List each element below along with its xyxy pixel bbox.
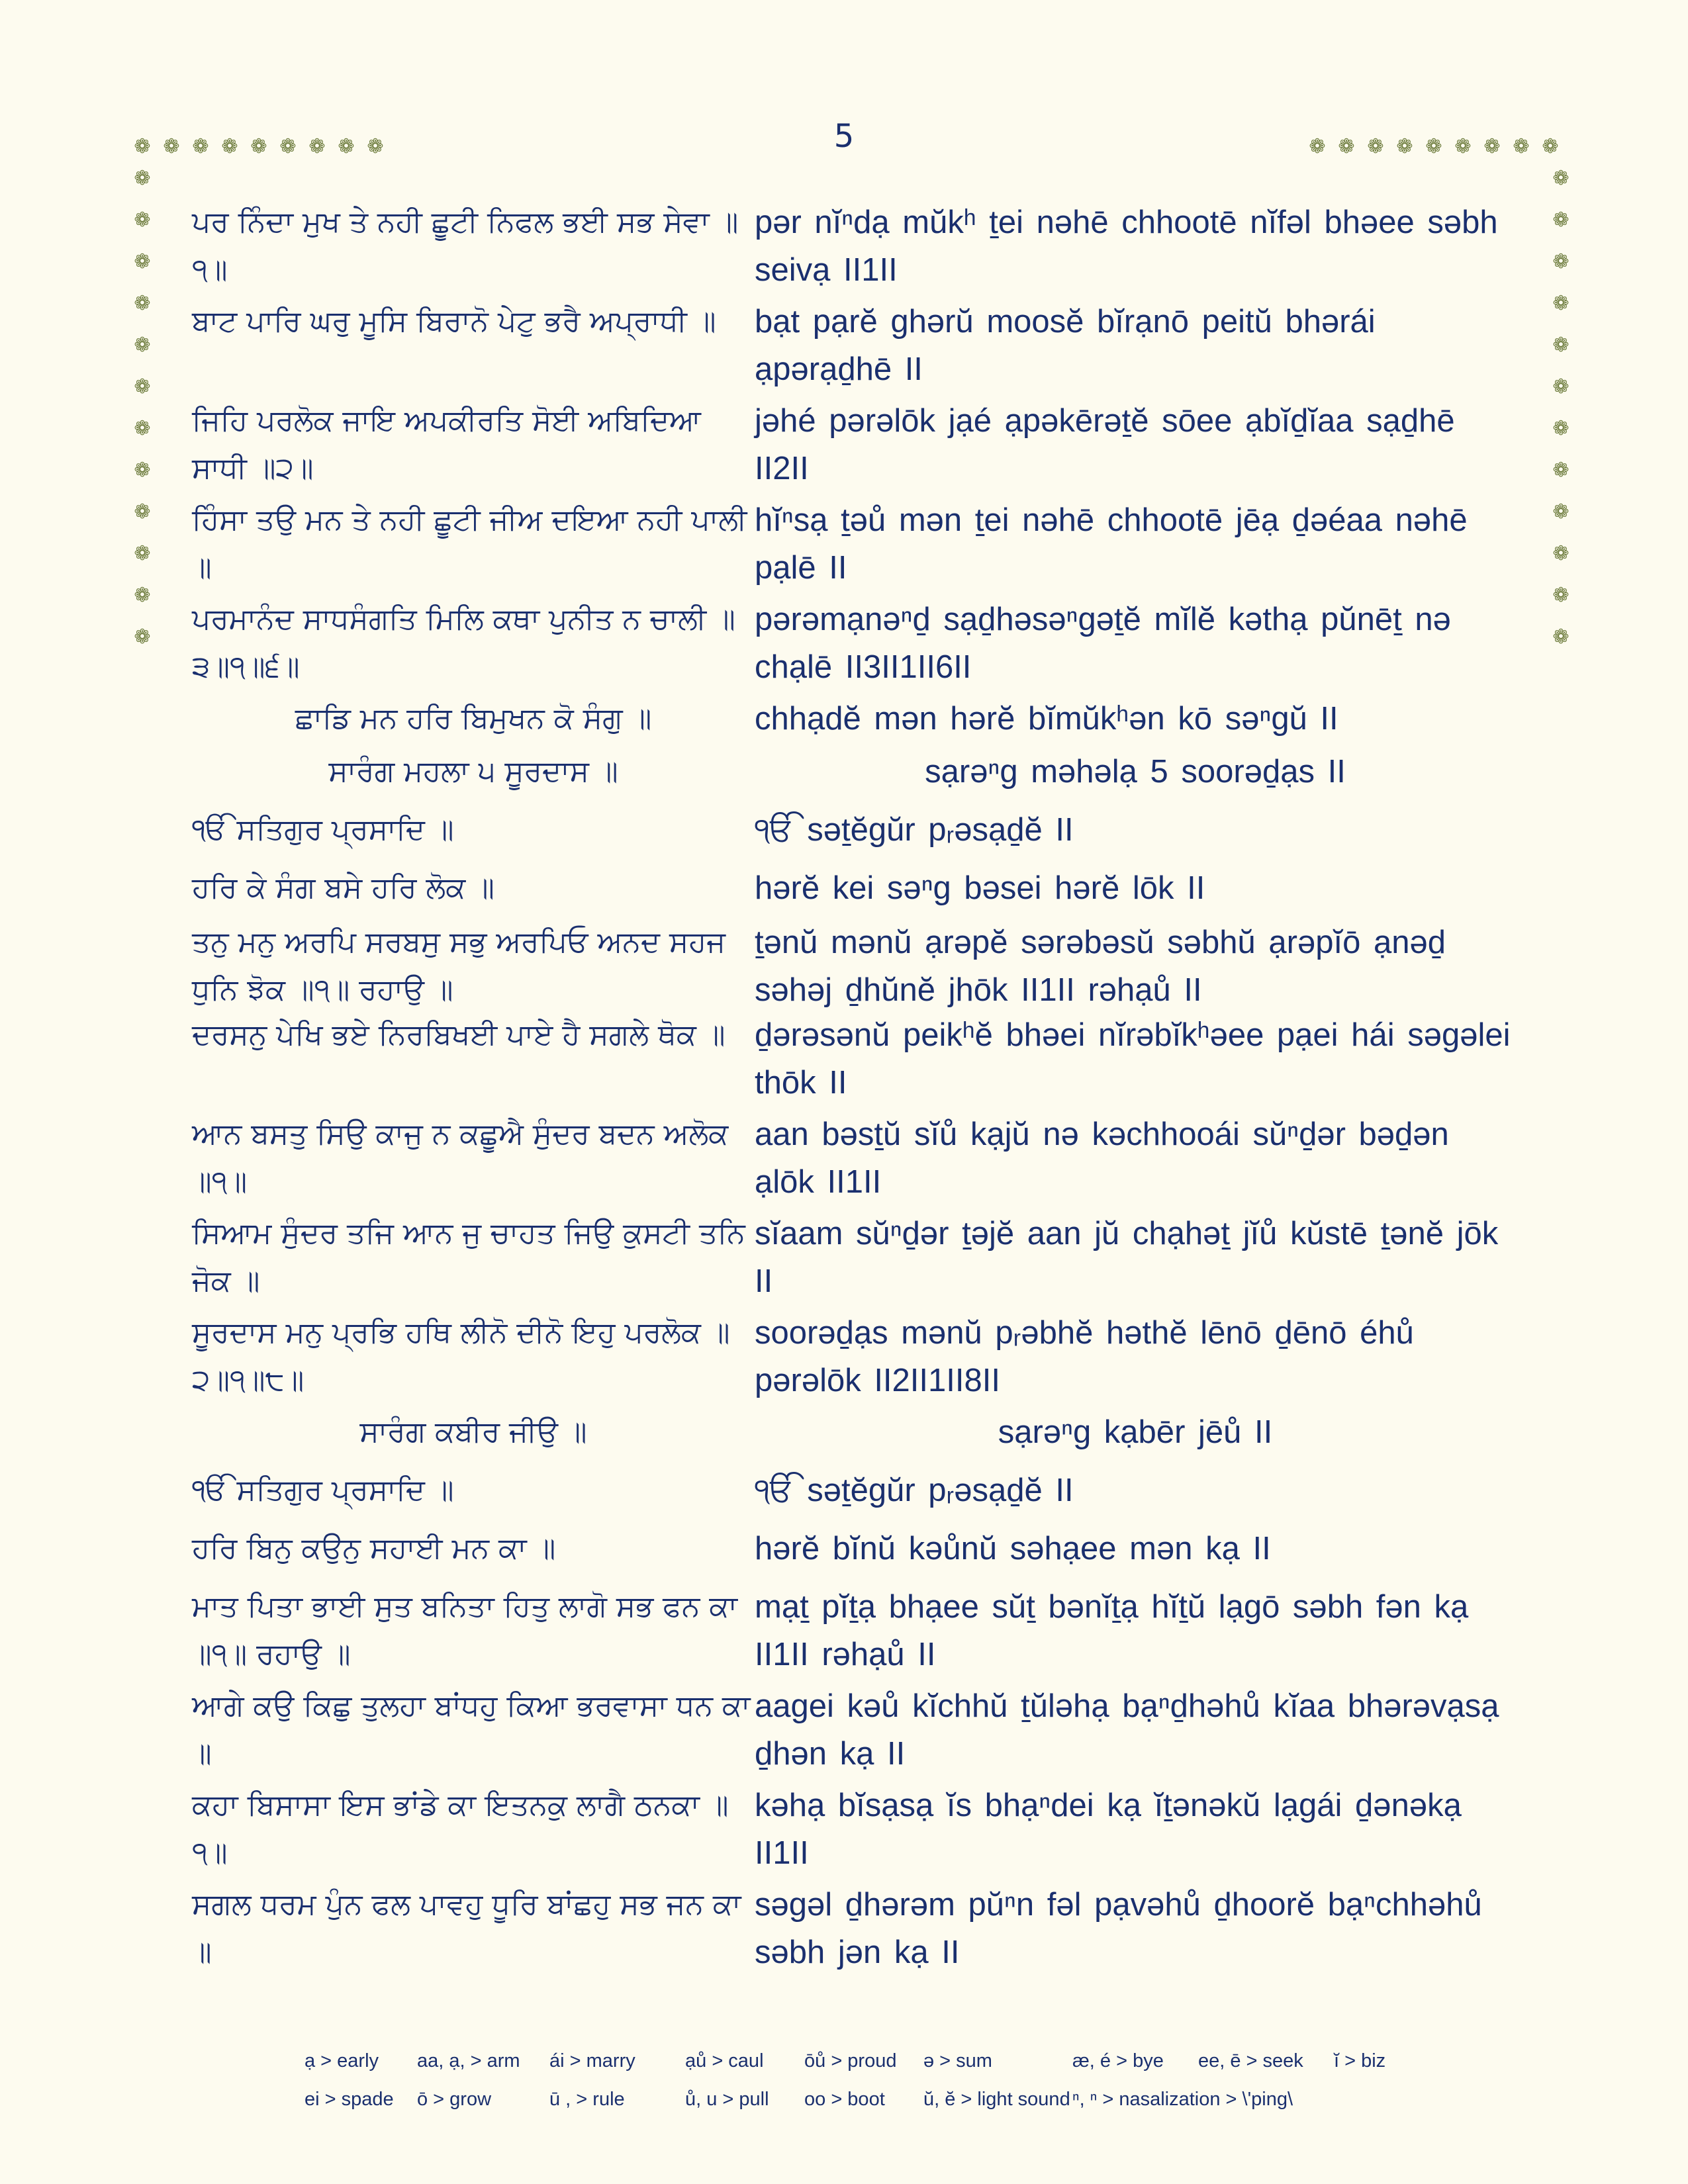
legend-item: ū , > rule [549, 2088, 625, 2110]
transliteration-line: hərĕ kei səⁿg bəsei hərĕ lōk II [755, 870, 1205, 906]
legend-item: ů, u > pull [685, 2088, 769, 2110]
flower-ornament-icon: ❁ [134, 625, 151, 649]
flower-ornament-icon: ❁ [134, 135, 151, 158]
legend-item: æ, é > bye [1072, 2050, 1164, 2071]
flower-ornament-icon: ❁ [1396, 135, 1413, 158]
flower-ornament-icon: ❁ [134, 542, 151, 565]
flower-ornament-icon: ❁ [1552, 625, 1570, 649]
verse-row [192, 397, 1516, 496]
flower-ornament-icon: ❁ [1552, 250, 1570, 273]
verse-row [192, 864, 1516, 919]
flower-ornament-icon: ❁ [1542, 135, 1559, 158]
gurmukhi-line: ਹਿੰਸਾ ਤਉ ਮਨ ਤੇ ਨਹੀ ਛੂਟੀ ਜੀਅ ਦਇਆ ਨਹੀ ਪਾਲੀ ॥ [192, 503, 747, 584]
flower-ornament-icon: ❁ [279, 135, 297, 158]
legend-item: ōů > proud [804, 2050, 897, 2071]
legend-item: ŭ, ĕ > light sound [923, 2088, 1070, 2110]
transliteration-line: kəhạ bĭsạsạ ĭs bhạⁿdei kạ ĭṯənəkŭ lạgái ḏənəkạ II1II [755, 1788, 1462, 1871]
gurmukhi-line: ਬਾਟ ਪਾਰਿ ਘਰੁ ਮੂਸਿ ਬਿਰਾਨੋ ਪੇਟੁ ਭਰੈ ਅਪ੍ਰਾਧੀ ॥ [192, 304, 716, 338]
flower-ornament-icon: ❁ [134, 208, 151, 232]
gurmukhi-line: ਸਿਆਮ ਸੁੰਦਰ ਤਜਿ ਆਨ ਜੁ ਚਾਹਤ ਜਿਉ ਕੁਸਟੀ ਤਨਿ ਜੋਕ ॥ [192, 1216, 745, 1298]
transliteration-line: ṯənŭ mənŭ ạrəpĕ sərəbəsŭ səbhŭ ạrəpĭō ạnəḏ səhəj ḏhŭnĕ jhōk II1II rəhạů II [755, 925, 1446, 1008]
legend-item: oo > boot [804, 2088, 885, 2110]
flower-ornament-icon: ❁ [1483, 135, 1501, 158]
flower-ornament-icon: ❁ [134, 292, 151, 315]
flower-ornament-icon: ❁ [134, 250, 151, 273]
gurmukhi-line: ਸਗਲ ਧਰਮ ਪੁੰਨ ਫਲ ਪਾਵਹੁ ਧੂਰਿ ਬਾਂਛਹੁ ਸਭ ਜਨ ਕਾ ॥ [192, 1888, 741, 1969]
verse-row [192, 1467, 1516, 1525]
gurmukhi-line: ਸੂਰਦਾਸ ਮਨੁ ਪ੍ਰਭਿ ਹਥਿ ਲੀਨੋ ਦੀਨੋ ਇਹੁ ਪਰਲੋਕ ॥੨॥੧॥੮॥ [192, 1316, 730, 1397]
verse-row [192, 1881, 1516, 1980]
legend-item: ei > spade [305, 2088, 394, 2110]
transliteration-line: sạrəⁿg kạbēr jēů II [998, 1414, 1273, 1450]
verse-row [192, 1583, 1516, 1682]
gurmukhi-line: ੴ ਸਤਿਗੁਰ ਪ੍ਰਸਾਦਿ ॥ [192, 813, 454, 846]
verse-row [192, 1111, 1516, 1210]
transliteration-line: hĭⁿsạ ṯəů mən ṯei nəhē chhootē jēạ ḏəéaa nəhē pạlē II [755, 502, 1468, 586]
flower-ornament-icon: ❁ [1552, 292, 1570, 315]
gurmukhi-line: ਜਿਹਿ ਪਰਲੋਕ ਜਾਇ ਅਪਕੀਰਤਿ ਸੋਈ ਅਬਿਦਿਆ ਸਾਧੀ ॥੨॥ [192, 404, 701, 485]
legend-item: ĭ > biz [1334, 2050, 1386, 2071]
verse-row [192, 199, 1516, 298]
flower-ornament-icon: ❁ [250, 135, 267, 158]
transliteration-line: bạt pạrĕ ghərŭ moosĕ bĭrạnō peitŭ bhərái ạpərạḏhē II [755, 304, 1376, 387]
transliteration-line: pərəmạnəⁿḏ sạḏhəsəⁿgəṯĕ mĭlĕ kəthạ pŭnēṯ nə chạlē II3II1II6II [755, 602, 1451, 685]
gurmukhi-line: ਆਗੇ ਕਉ ਕਿਛੁ ਤੁਲਹਾ ਬਾਂਧਹੁ ਕਿਆ ਭਰਵਾਸਾ ਧਨ ਕਾ ॥ [192, 1689, 751, 1770]
legend-item: ō > grow [417, 2088, 492, 2110]
verse-row [192, 1682, 1516, 1782]
transliteration-line: mạṯ pĭṯạ bhạee sŭṯ bənĭṯạ hĭṯŭ lạgō səbh fən kạ II1II rəhạů II [755, 1589, 1469, 1672]
verse-row [192, 1210, 1516, 1309]
gurmukhi-line: ਹਰਿ ਬਿਨੁ ਕਉਨੁ ਸਹਾਈ ਮਨ ਕਾ ॥ [192, 1531, 556, 1565]
transliteration-line: sĭaam sŭⁿḏər ṯəjĕ aan jŭ chạhəṯ jĭů kŭstē ṯənĕ jōk II [755, 1216, 1499, 1299]
verse-row [192, 1309, 1516, 1408]
verse-row [192, 806, 1516, 864]
verse-table [192, 199, 1516, 1980]
flower-ornament-icon: ❁ [134, 500, 151, 523]
flower-ornament-icon: ❁ [367, 135, 384, 158]
flower-ornament-icon: ❁ [1552, 500, 1570, 523]
transliteration-line: jəhé pərəlōk jạé ạpəkērəṯĕ sōee ạbĭḏĭaa sạḏhē II2II [755, 403, 1455, 486]
flower-ornament-icon: ❁ [134, 334, 151, 357]
flower-ornament-icon: ❁ [1338, 135, 1355, 158]
flower-ornament-icon: ❁ [308, 135, 326, 158]
legend-item: ⁿ, ⁿ > nasalization > \'ping\ [1072, 2088, 1293, 2110]
flower-ornament-icon: ❁ [1552, 334, 1570, 357]
legend-row [305, 2080, 1496, 2118]
gurmukhi-line: ਮਾਤ ਪਿਤਾ ਭਾਈ ਸੁਤ ਬਨਿਤਾ ਹਿਤੁ ਲਾਗੋ ਸਭ ਫਨ ਕਾ ॥੧॥ ਰਹਾਉ ॥ [192, 1590, 737, 1671]
gurmukhi-line: ਤਨੁ ਮਨੁ ਅਰਪਿ ਸਰਬਸੁ ਸਭੁ ਅਰਪਿਓ ਅਨਦ ਸਹਜ ਧੁਨਿ ਝੋਕ ॥੧॥ ਰਹਾਉ ॥ [192, 925, 726, 1007]
verse-row [192, 919, 1516, 1011]
flower-ornament-icon: ❁ [1454, 135, 1472, 158]
verse-row [192, 1408, 1516, 1467]
legend-row [305, 2042, 1496, 2080]
legend-item: ə > sum [923, 2050, 992, 2071]
verse-row [192, 748, 1516, 806]
flower-ornament-icon: ❁ [134, 584, 151, 607]
flower-ornament-icon: ❁ [163, 135, 180, 158]
gurmukhi-line: ਕਹਾ ਬਿਸਾਸਾ ਇਸ ਭਾਂਡੇ ਕਾ ਇਤਨਕੁ ਲਾਗੈ ਠਨਕਾ ॥੧॥ [192, 1788, 729, 1870]
verse-row [192, 1782, 1516, 1881]
legend-item: aa, ạ, > arm [417, 2050, 520, 2071]
transliteration-line: soorəḏạs mənŭ pᵣəbhĕ həthĕ lēnō ḏēnō éhů pərəlōk II2II1II8II [755, 1315, 1414, 1398]
transliteration-line: chhạdĕ mən hərĕ bĭmŭkʰən kō səⁿgŭ II [755, 701, 1338, 737]
pronunciation-legend [305, 2042, 1496, 2118]
transliteration-line: aan bəsṯŭ sĭů kạjŭ nə kəchhooái sŭⁿḏər bəḏən ạlōk II1II [755, 1116, 1449, 1200]
legend-item: ạ > early [305, 2050, 379, 2071]
verse-row [192, 1011, 1516, 1111]
flower-ornament-icon: ❁ [134, 459, 151, 482]
flower-ornament-icon: ❁ [1552, 167, 1570, 190]
verse-row [192, 1525, 1516, 1583]
verse-row [192, 496, 1516, 596]
flower-ornament-icon: ❁ [1552, 542, 1570, 565]
transliteration-line: sạrəⁿg məhəlạ 5 soorəḏạs II [925, 754, 1346, 790]
legend-item: ee, ē > seek [1198, 2050, 1303, 2071]
flower-ornament-icon: ❁ [1309, 135, 1326, 158]
gurmukhi-line: ਪਰਮਾਨੰਦ ਸਾਧਸੰਗਤਿ ਮਿਲਿ ਕਥਾ ਪੁਨੀਤ ਨ ਚਾਲੀ ॥੩॥੧॥੬॥ [192, 602, 735, 684]
transliteration-line: ੴ səṯĕgŭr pᵣəsạḏĕ II [755, 812, 1074, 848]
verse-row [192, 695, 1516, 748]
flower-ornament-icon: ❁ [134, 375, 151, 398]
transliteration-line: ੴ səṯĕgŭr pᵣəsạḏĕ II [755, 1473, 1074, 1508]
flower-ornament-icon: ❁ [192, 135, 209, 158]
gurmukhi-line: ਪਰ ਨਿੰਦਾ ਮੁਖ ਤੇ ਨਹੀ ਛੂਟੀ ਨਿਫਲ ਭਈ ਸਭ ਸੇਵਾ ॥੧॥ [192, 205, 739, 287]
gurmukhi-line: ਆਨ ਬਸਤੁ ਸਿਉ ਕਾਜੁ ਨ ਕਛੂਐ ਸੁੰਦਰ ਬਦਨ ਅਲੋਕ ॥੧॥ [192, 1117, 729, 1199]
gurmukhi-line: ੴ ਸਤਿਗੁਰ ਪ੍ਰਸਾਦਿ ॥ [192, 1473, 454, 1507]
flower-ornament-icon: ❁ [1552, 208, 1570, 232]
flower-ornament-icon: ❁ [1425, 135, 1442, 158]
verse-row [192, 596, 1516, 695]
legend-item: ái > marry [549, 2050, 635, 2071]
flower-ornament-icon: ❁ [1552, 417, 1570, 440]
gurmukhi-line: ਸਾਰੰਗ ਮਹਲਾ ੫ ਸੂਰਦਾਸ ॥ [328, 754, 618, 788]
flower-ornament-icon: ❁ [1552, 584, 1570, 607]
flower-ornament-icon: ❁ [1513, 135, 1530, 158]
transliteration-line: hərĕ bĭnŭ kəůnŭ səhạee mən kạ II [755, 1531, 1271, 1567]
gurmukhi-line: ਹਰਿ ਕੇ ਸੰਗ ਬਸੇ ਹਰਿ ਲੋਕ ॥ [192, 871, 494, 905]
flower-ornament-icon: ❁ [338, 135, 355, 158]
flower-ornament-icon: ❁ [1552, 459, 1570, 482]
legend-item: ạů > caul [685, 2050, 764, 2071]
verse-row [192, 298, 1516, 397]
flower-ornament-icon: ❁ [1367, 135, 1384, 158]
flower-ornament-icon: ❁ [134, 417, 151, 440]
gurmukhi-line: ਦਰਸਨੁ ਪੇਖਿ ਭਏ ਨਿਰਬਿਖਈ ਪਾਏ ਹੈ ਸਗਲੇ ਥੋਕ ॥ [192, 1018, 726, 1052]
gurmukhi-line: ਸਾਰੰਗ ਕਬੀਰ ਜੀਉ ॥ [359, 1415, 587, 1449]
transliteration-line: aagei kəů kĭchhŭ ṯŭləhạ bạⁿḏhəhů kĭaa bhərəvạsạ ḏhən kạ II [755, 1688, 1499, 1772]
flower-ornament-icon: ❁ [1552, 375, 1570, 398]
page-number: 5 [833, 118, 855, 155]
transliteration-line: ḏərəsənŭ peikʰĕ bhəei nĭrəbĭkʰəee pạei hái səgəlei thōk II [755, 1017, 1511, 1101]
gurmukhi-line: ਛਾਡਿ ਮਨ ਹਰਿ ਬਿਮੁਖਨ ਕੋ ਸੰਗੁ ॥ [295, 702, 652, 735]
transliteration-line: səgəl ḏhərəm pŭⁿn fəl pạvəhů ḏhoorĕ bạⁿchhəhů səbh jən kạ II [755, 1887, 1482, 1970]
flower-ornament-icon: ❁ [134, 167, 151, 190]
transliteration-line: pər nĭⁿdạ mŭkʰ ṯei nəhē chhootē nĭfəl bhəee səbh seivạ II1II [755, 205, 1498, 288]
flower-ornament-icon: ❁ [221, 135, 238, 158]
